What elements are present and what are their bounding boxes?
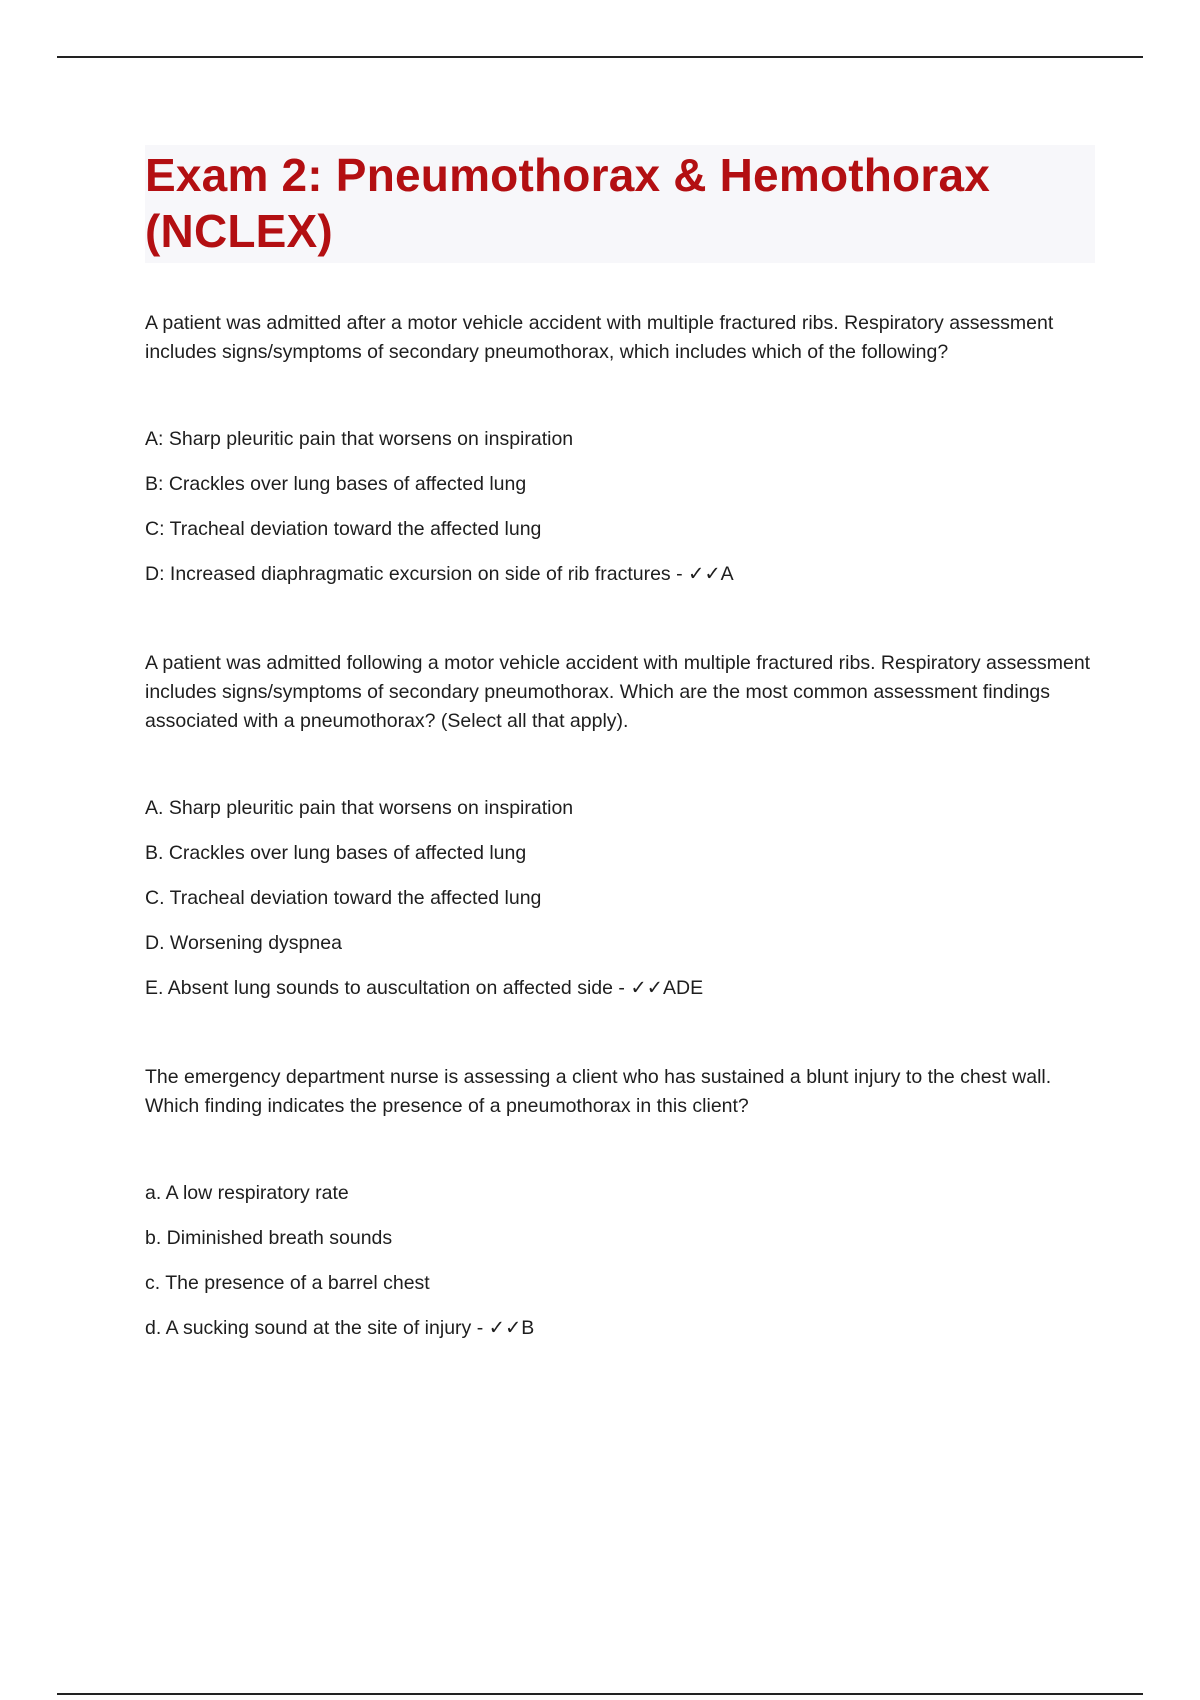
option-item: A. Sharp pleuritic pain that worsens on inspiration (145, 797, 574, 819)
option-item: D. Worsening dyspnea (145, 932, 342, 954)
question-1 (145, 309, 1095, 589)
answer-key: - ✓✓B (471, 1317, 535, 1339)
title-block (145, 145, 1095, 263)
option-item: B: Crackles over lung bases of affected lung (145, 473, 527, 495)
question-text: A patient was admitted after a motor vehicle accident with multiple fractured ribs. Respiratory assessment includes signs/symptoms of secondary pneumothorax, which includes which of the following? (145, 312, 1054, 363)
option-item: a. A low respiratory rate (145, 1182, 349, 1204)
question-text: The emergency department nurse is assessing a client who has sustained a blunt injury to the chest wall. Which finding indicates the presence of a pneumothorax in this client? (145, 1066, 1052, 1117)
option-item: A: Sharp pleuritic pain that worsens on inspiration (145, 428, 574, 450)
question-text: A patient was admitted following a motor vehicle accident with multiple fractured ribs. Respiratory assessment includes signs/symptoms of secondary pneumothorax. Which are the most common assessment findings associated with a pneumothorax? (Select all that apply). (145, 652, 1091, 732)
option-item: d. A sucking sound at the site of injury - ✓✓B (145, 1317, 535, 1339)
option-list (145, 794, 1095, 1003)
top-rule (57, 56, 1143, 58)
option-item: C: Tracheal deviation toward the affected lung (145, 518, 542, 540)
option-item: c. The presence of a barrel chest (145, 1272, 430, 1294)
option-item: b. Diminished breath sounds (145, 1227, 393, 1249)
option-item: B. Crackles over lung bases of affected lung (145, 842, 527, 864)
page-title: Exam 2: Pneumothorax & Hemothorax (NCLEX) (145, 149, 991, 257)
question-2 (145, 649, 1095, 1003)
option-list (145, 1179, 1095, 1343)
option-list (145, 425, 1095, 589)
answer-key: - ✓✓A (670, 563, 734, 585)
document-body (145, 145, 1095, 1359)
option-item: E. Absent lung sounds to auscultation on affected side - ✓✓ADE (145, 977, 704, 999)
option-item: D: Increased diaphragmatic excursion on side of rib fractures - ✓✓A (145, 563, 734, 585)
bottom-rule (57, 1693, 1143, 1695)
question-3 (145, 1063, 1095, 1343)
option-item: C. Tracheal deviation toward the affected lung (145, 887, 542, 909)
answer-key: - ✓✓ADE (612, 977, 704, 999)
